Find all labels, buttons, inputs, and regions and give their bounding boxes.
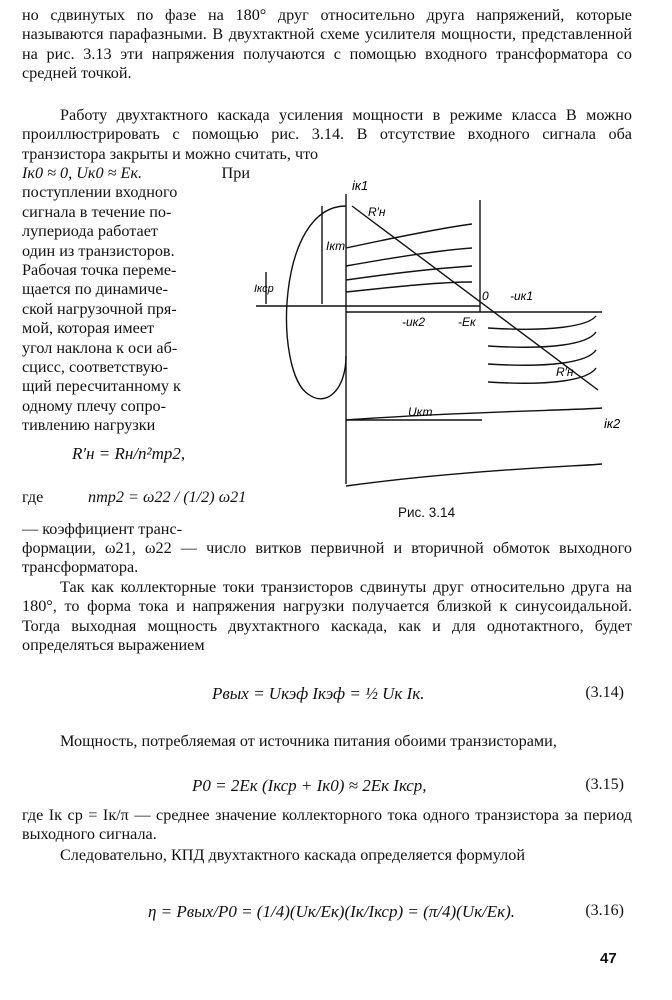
column-line: щий пересчитанному к [22, 377, 181, 396]
collector-current-wave [346, 408, 602, 420]
label-uk2: -uк2 [402, 315, 426, 329]
output-curve-1 [346, 224, 472, 248]
figure-3-14 [252, 176, 632, 496]
equation-3-14-number: (3.14) [585, 684, 624, 701]
equation-3-15-number: (3.15) [585, 776, 624, 793]
page-number: 47 [600, 950, 617, 967]
column-line: поступлении входного [22, 183, 178, 202]
paragraph-push-pull-intro [22, 106, 632, 164]
column-line: тивлению нагрузки [22, 416, 156, 435]
label-zero: 0 [482, 289, 489, 303]
label-ik1: iк1 [352, 178, 369, 193]
column-line: сигнала в течение по- [22, 202, 172, 221]
column-line: ской нагрузочной пря- [22, 299, 177, 318]
label-uk1: -uк1 [510, 289, 534, 303]
figure-caption: Рис. 3.14 [398, 505, 456, 520]
output-curve-7 [488, 350, 596, 365]
column-line: лупериода работает [22, 222, 158, 241]
turns-ratio-formula: nтр2 = ω22 / (1/2) ω21 [88, 488, 247, 506]
output-curve-4 [346, 282, 472, 292]
input-voltage-wave [287, 206, 346, 399]
paragraph-push-pull-text: Работу двухтактного каскада усиления мощности в режиме класса В можно проиллюстрировать с помощью рис. 3.14. В отсутствие входного сигнала оба транзистора закрыты и можно считать, что [22, 106, 632, 163]
equation-3-16-body: η = Pвых/P0 = (1/4)(Uк/Eк)(Iк/Iкср) = (π/4)(Uк/Eк). [148, 902, 516, 921]
paragraph-intro: но сдвинутых по фазе на 180° друг относительно друга напряжений, которые называются парафазными. В двухтактной схеме усилителя мощности, представленной на рис. 3.13 эти напряжения получаются с помощью входного трансформатора со средней точкой. [22, 6, 632, 83]
output-curve-2 [346, 248, 472, 266]
column-line: щается по динамиче- [22, 280, 168, 299]
paragraph-consumed-power: Мощность, потребляемая от источника питания обоими транзисторами, [60, 732, 557, 750]
output-curve-5 [488, 316, 596, 329]
equation-3-15-body: P0 = 2Eк (Iкср + Iк0) ≈ 2Eк Iкср, [192, 776, 427, 795]
paragraph-average-current: где Iк ср = Iк/π — среднее значение коллекторного тока одного транзистора за период выходного сигнала. [22, 806, 632, 844]
equation-3-14 [0, 684, 672, 720]
paragraph-efficiency: Следовательно, КПД двухтактного каскада определяется формулой [60, 846, 525, 864]
column-line: угол наклона к оси аб- [22, 338, 178, 357]
paragraph-sinusoidal: Так как коллекторные токи транзисторов сдвинуты друг относительно друга на 180°, то форма тока и напряжения нагрузки получается близкой к синусоидальной. Тогда выходная мощность двухтактного каскада, как и для однотактного, будет определяться выражением [22, 578, 632, 655]
paragraph-turns: формации, ω21, ω22 — число витков первичной и вторичной обмоток выходного трансформатора. [22, 539, 632, 577]
label-ikcp: Iкср [254, 283, 274, 295]
equation-3-14-body: Pвых = Uкэф Iкэф = ½ Uк Iк. [212, 684, 425, 703]
load-line [352, 206, 598, 390]
label-ik2: iк2 [604, 416, 621, 431]
output-curve-3 [346, 266, 472, 280]
column-line: сцисс, соответствую- [22, 357, 169, 376]
label-rh-bottom: R′н [556, 365, 574, 379]
coefficient-line: — коэффициент транс- [22, 520, 183, 538]
label-rh-top: R′н [368, 205, 386, 219]
output-curve-6 [488, 332, 596, 347]
narrow-column-text [22, 164, 250, 435]
label-ikm: Iкт [326, 239, 346, 253]
equation-3-16-number: (3.16) [585, 902, 624, 919]
column-line: одному плечу сопро- [22, 396, 167, 415]
quiescent-formula: Iк0 ≈ 0, Uк0 ≈ Eк. [22, 164, 143, 182]
collector-current-lower [346, 464, 602, 486]
where-label: где [22, 488, 44, 506]
label-ek: -Eк [458, 315, 476, 329]
column-line: При [221, 164, 250, 182]
label-ukm: Uкт [408, 405, 433, 419]
equation-3-16 [0, 902, 672, 938]
column-line: мой, которая имеет [22, 319, 155, 338]
column-line: один из транзисторов. [22, 241, 175, 260]
column-line: Рабочая точка переме- [22, 260, 177, 279]
reflected-load-formula: R′н = Rн/n²тр2, [72, 444, 186, 463]
